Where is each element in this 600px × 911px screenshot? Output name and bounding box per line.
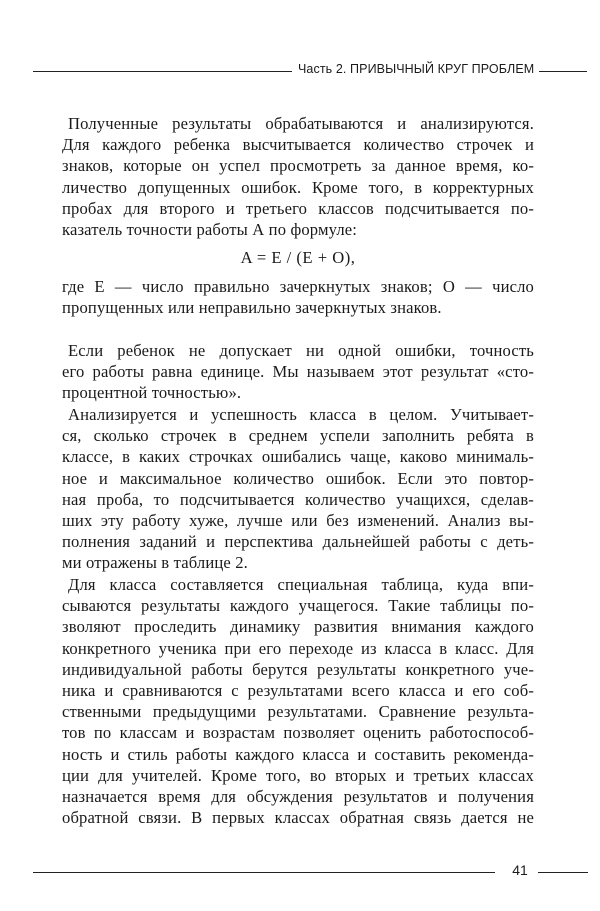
- running-header: Часть 2. ПРИВЫЧНЫЙ КРУГ ПРОБЛЕМ: [298, 62, 535, 76]
- text-line: Если ребенок не допускает ни одной ошибки, точность: [68, 341, 534, 360]
- paragraph-2: [62, 340, 534, 404]
- header-rule-left: [33, 71, 292, 72]
- text-line: его работы равна единице. Мы называем этот результат «сто-: [62, 362, 534, 382]
- formula-note: [62, 276, 534, 318]
- text-line: сываются результаты каждого учащегося. Такие таблицы по-: [62, 596, 534, 616]
- paragraph-1: [62, 113, 534, 240]
- text-line: ших эту работу хуже, лучше или без изменений. Анализ вы-: [62, 511, 534, 531]
- formula: A = E / (E + O),: [240, 248, 356, 267]
- text-line: обратной связи. В первых классах обратная связь дается не: [62, 808, 534, 828]
- text-line: ная проба, то подсчитывается количество учащихся, сделав-: [62, 489, 534, 509]
- text-line: тов по классам и возрастам позволяет оценить работоспособ-: [62, 723, 534, 743]
- text-line: где E — число правильно зачеркнутых знаков; O — число: [62, 277, 534, 296]
- text-line: пропущенных или неправильно зачеркнутых знаков.: [62, 298, 442, 318]
- text-line: классе, в каких строчках ошибались чаще, каково минималь-: [62, 447, 534, 467]
- text-line: ность и стиль работы каждого класса и составить рекоменда-: [62, 744, 534, 764]
- text-line: ственными предыдущими результатами. Сравнение результа-: [62, 702, 534, 722]
- text-line: пробах для второго и третьего классов подсчитывается по-: [62, 198, 534, 218]
- footer-rule-right: [538, 872, 588, 873]
- text-line: ника и сравниваются с результатами всего класса и его соб-: [62, 681, 534, 701]
- text-line: знаков, которые он успел просмотреть за данное время, ко-: [62, 156, 534, 176]
- text-line: назначается время для обсуждения результатов и получения: [62, 787, 534, 807]
- text-line: личество допущенных ошибок. Кроме того, в корректурных: [62, 177, 534, 197]
- text-line: Полученные результаты обрабатываются и анализируются.: [68, 114, 534, 133]
- text-line: Для класса составляется специальная таблица, куда впи-: [68, 575, 534, 594]
- text-line: ми отражены в таблице 2.: [62, 553, 248, 573]
- text-line: Для каждого ребенка высчитывается количество строчек и: [62, 135, 534, 155]
- text-line: процентной точностью».: [62, 383, 242, 403]
- paragraph-4: [62, 574, 534, 828]
- text-line: ся, сколько строчек в среднем успели заполнить ребята в: [62, 426, 534, 446]
- text-line: индивидуальной работы берутся результаты конкретного уче-: [62, 659, 534, 679]
- footer-rule-left: [33, 872, 495, 873]
- text-line: ное и максимальное количество ошибок. Если это повтор-: [62, 468, 534, 488]
- page-number: 41: [512, 862, 528, 878]
- text-line: ции для учителей. Кроме того, во вторых и третьих классах: [62, 765, 534, 785]
- text-line: полнения заданий и перспектива дальнейшей работы с деть-: [62, 532, 534, 552]
- text-line: зволяют проследить динамику развития внимания каждого: [62, 617, 534, 637]
- text-line: конкретного ученика при его переходе из класса в класс. Для: [62, 638, 534, 658]
- text-line: казатель точности работы А по формуле:: [62, 220, 358, 240]
- text-line: Анализируется и успешность класса в целом. Учитывает-: [68, 405, 534, 424]
- paragraph-3: [62, 404, 534, 574]
- header-rule-right: [539, 71, 587, 72]
